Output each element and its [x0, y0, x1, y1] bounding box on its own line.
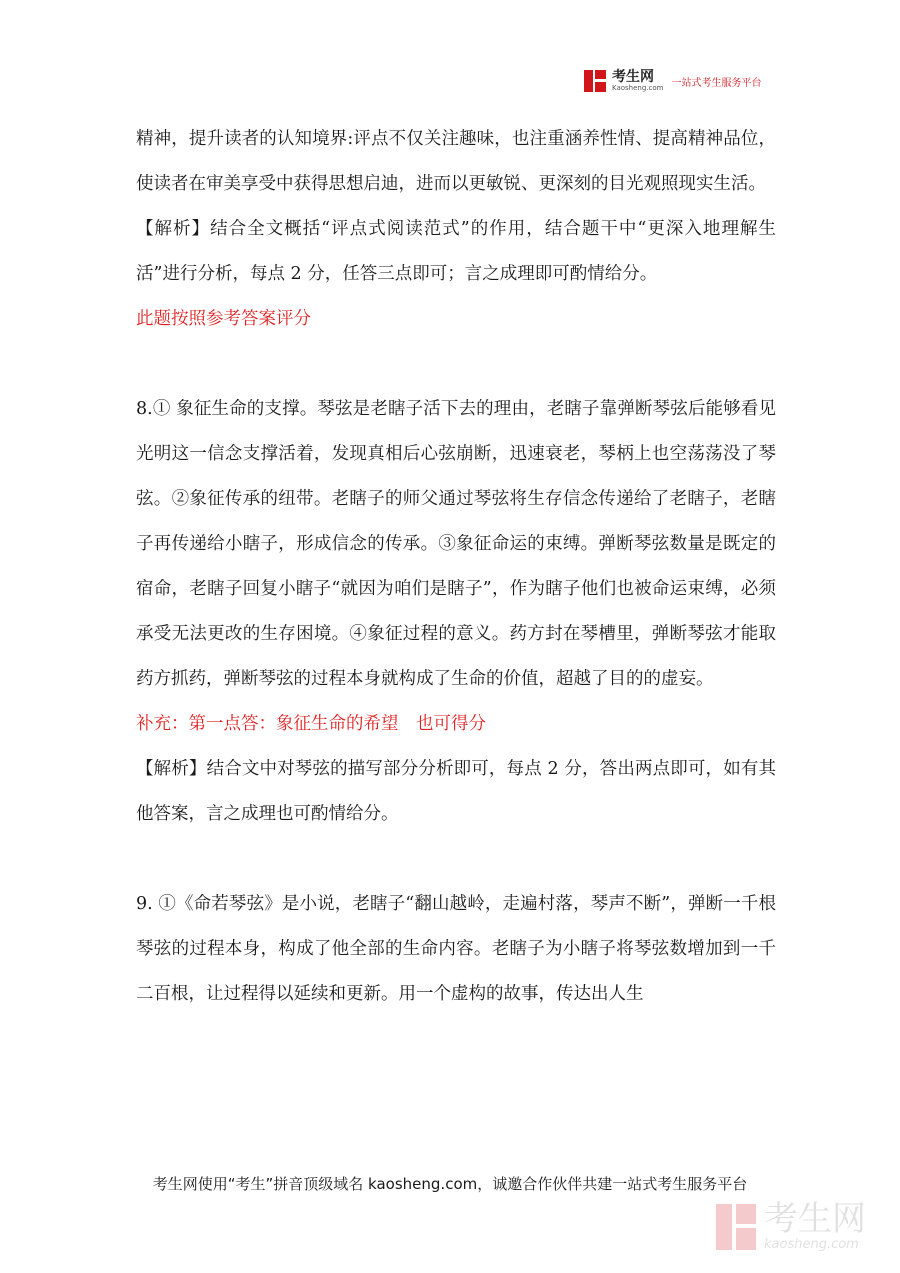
logo-brand: 考生网 [612, 69, 654, 85]
analysis-paragraph-7: 【解析】结合全文概括“评点式阅读范式”的作用，结合题干中“更深入地理解生活”进行分析，每点 2 分，任答三点即可；言之成理即可酌情给分。 [136, 219, 776, 284]
page-footer: 考生网使用“考生”拼音顶级域名 kaosheng.com，诚邀合作伙伴共建一站式考生服务平台 [152, 1175, 748, 1193]
watermark-text [764, 1199, 866, 1252]
watermark [716, 1199, 866, 1252]
answer-9: 9. ①《命若琴弦》是小说，老瞎子“翻山越岭，走遍村落，琴声不断”，弹断一千根琴弦的过程本身，构成了他全部的生命内容。老瞎子为小瞎子将琴弦数增加到一千二百根，让过程得以延续和更新。用一个虚构的故事，传达出人生 [136, 894, 776, 1004]
logo-domain: Kaosheng.com [612, 84, 664, 92]
spacer [136, 342, 776, 387]
kaosheng-logo-icon [584, 70, 606, 92]
answer-8: 8.① 象征生命的支撑。琴弦是老瞎子活下去的理由，老瞎子靠弹断琴弦后能够看见光明这一信念支撑活着，发现真相后心弦崩断，迅速衰老，琴柄上也空荡荡没了琴弦。②象征传承的纽带。老瞎子的师父通过琴弦将生存信念传递给了老瞎子，老瞎子再传递给小瞎子，形成信念的传承。③象征命运的束缚。弹断琴弦数量是既定的宿命，老瞎子回复小瞎子“就因为咱们是瞎子”，作为瞎子他们也被命运束缚，必须承受无法更改的生存困境。④象征过程的意义。药方封在琴槽里，弹断琴弦才能取药方抓药，弹断琴弦的过程本身就构成了生命的价值，超越了目的的虚妄。 [136, 399, 776, 689]
supplement-note: 补充：第一点答：象征生命的希望 也可得分 [136, 714, 486, 734]
header-logo [584, 70, 762, 92]
watermark-brand: 考生网 [764, 1199, 866, 1239]
analysis-paragraph-8: 【解析】结合文中对琴弦的描写部分分析即可，每点 2 分，答出两点即可，如有其他答案，言之成理也可酌情给分。 [136, 759, 776, 824]
scoring-note: 此题按照参考答案评分 [136, 309, 311, 329]
logo-slogan: 一站式考生服务平台 [671, 77, 762, 89]
watermark-logo-icon [716, 1204, 756, 1250]
logo-text [612, 70, 664, 92]
document-body [136, 117, 776, 1017]
paragraph-continuation: 精神，提升读者的认知境界:评点不仅关注趣味，也注重涵养性情、提高精神品位，使读者在审美享受中获得思想启迪，进而以更敏锐、更深刻的目光观照现实生活。 [136, 129, 776, 194]
watermark-domain: kaosheng.com [764, 1237, 859, 1252]
spacer [136, 837, 776, 882]
